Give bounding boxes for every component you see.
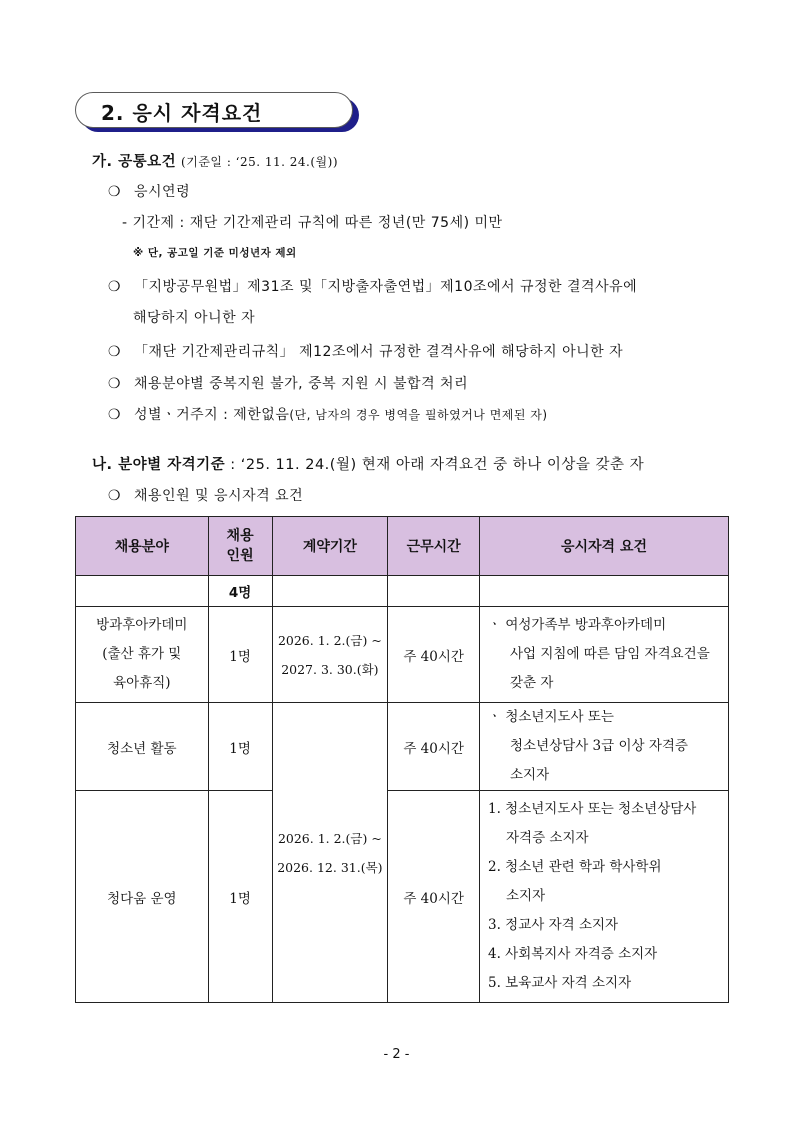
total-count: 4명 xyxy=(208,576,272,607)
field-desc: : ‘25. 11. 24.(월) 현재 아래 자격요건 중 하나 이상을 갖춘 자 xyxy=(230,457,645,473)
page-number: - 2 - xyxy=(383,1047,410,1062)
req-line: 자격증 소지자 xyxy=(506,830,589,846)
section-title: 2. 응시 자격요건 xyxy=(101,101,263,125)
row-requirements xyxy=(480,607,729,703)
row-hours: 주 40시간 xyxy=(388,791,480,1003)
common-heading: 가. 공통요건 xyxy=(92,154,177,170)
common-item-disqual-law xyxy=(108,276,637,296)
row-count: 1명 xyxy=(208,791,272,1003)
common-basis: (기준일 : ‘25. 11. 24.(월)) xyxy=(181,155,339,169)
req-line: 2. 청소년 관련 학과 학사학위 xyxy=(488,859,662,875)
table-header-row xyxy=(76,517,729,576)
item-text: 성별ㆍ거주지 : 제한없음 xyxy=(134,407,290,423)
bullet-icon: ❍ xyxy=(108,407,122,423)
header-requirements: 응시자격 요건 xyxy=(480,517,729,576)
req-line: 소지자 xyxy=(510,767,550,783)
item-text: 응시연령 xyxy=(134,184,191,200)
total-empty xyxy=(272,576,388,607)
header-hours: 근무시간 xyxy=(388,517,480,576)
row-period-line: 2026. 1. 2.(금) ~ xyxy=(277,632,382,648)
row-field-line: 육아휴직) xyxy=(113,675,171,691)
common-item-age xyxy=(108,181,190,201)
common-item-age-detail: - 기간제 : 재단 기간제관리 규칙에 따른 정년(만 75세) 미만 xyxy=(122,215,503,231)
req-line: 5. 보육교사 자격 소지자 xyxy=(488,975,632,991)
row-field xyxy=(76,607,209,703)
row-count: 1명 xyxy=(208,607,272,703)
field-heading: 나. 분야별 자격기준 xyxy=(92,457,226,473)
req-line: 청소년상담사 3급 이상 자격증 xyxy=(510,738,688,754)
table-row xyxy=(76,791,729,1003)
req-line: ㆍ 청소년지도사 또는 xyxy=(488,709,614,725)
field-sub xyxy=(108,485,303,505)
req-line: 사업 지침에 따른 담임 자격요건을 xyxy=(510,646,710,662)
row-period-line: 2027. 3. 30.(화) xyxy=(281,661,379,677)
header-hire-count xyxy=(208,517,272,576)
bullet-icon: ❍ xyxy=(108,344,122,360)
common-item-disqual-rule xyxy=(108,341,623,361)
item-text: 채용분야별 중복지원 불가, 중복 지원 시 불합격 처리 xyxy=(134,376,469,392)
req-line: 소지자 xyxy=(506,888,546,904)
table-row xyxy=(76,703,729,791)
item-text: 「지방공무원법」제31조 및「지방출자출연법」제10조에서 규정한 결격사유에 xyxy=(134,279,638,295)
header-hire-line2: 인원 xyxy=(226,548,254,564)
requirements-table xyxy=(75,516,729,1003)
field-heading-line xyxy=(92,453,644,474)
common-item-duplicate xyxy=(108,373,468,393)
bullet-icon: ❍ xyxy=(108,279,122,295)
req-line: 3. 정교사 자격 소지자 xyxy=(488,917,619,933)
bullet-icon: ❍ xyxy=(108,184,122,200)
req-line: 1. 청소년지도사 또는 청소년상담사 xyxy=(488,801,697,817)
row-field-line: 방과후아카데미 xyxy=(96,617,188,633)
common-item-disqual-law-cont: 해당하지 아니한 자 xyxy=(133,310,256,326)
row-hours: 주 40시간 xyxy=(388,703,480,791)
req-line: 4. 사회복지사 자격증 소지자 xyxy=(488,946,658,962)
req-line: 갖춘 자 xyxy=(510,675,554,691)
common-item-gender-residence xyxy=(108,404,548,424)
common-heading-line xyxy=(92,150,338,171)
req-line: ㆍ 여성가족부 방과후아카데미 xyxy=(488,617,667,633)
header-field: 채용분야 xyxy=(76,517,209,576)
row-period-line: 2026. 12. 31.(목) xyxy=(277,859,383,875)
header-hire-line1: 채용 xyxy=(226,528,254,544)
item-note: (단, 남자의 경우 병역을 필하였거나 면제된 자) xyxy=(289,408,548,422)
row-hours: 주 40시간 xyxy=(388,607,480,703)
table-row xyxy=(76,607,729,703)
table-total-row xyxy=(76,576,729,607)
header-period: 계약기간 xyxy=(272,517,388,576)
row-count: 1명 xyxy=(208,703,272,791)
bullet-icon: ❍ xyxy=(108,488,122,504)
total-empty xyxy=(76,576,209,607)
total-empty xyxy=(388,576,480,607)
field-sub-text: 채용인원 및 응시자격 요건 xyxy=(134,488,304,504)
row-requirements xyxy=(480,703,729,791)
row-period-line: 2026. 1. 2.(금) ~ xyxy=(277,830,382,846)
common-item-age-note: ※ 단, 공고일 기준 미성년자 제외 xyxy=(133,247,297,259)
row-requirements xyxy=(480,791,729,1003)
total-empty xyxy=(480,576,729,607)
row-period xyxy=(272,703,388,1003)
bullet-icon: ❍ xyxy=(108,376,122,392)
row-field-line: (출산 휴가 및 xyxy=(102,646,182,662)
row-field: 청다움 운영 xyxy=(76,791,209,1003)
item-text: 「재단 기간제관리규칙」 제12조에서 규정한 결격사유에 해당하지 아니한 자 xyxy=(134,344,624,360)
row-field: 청소년 활동 xyxy=(76,703,209,791)
row-period xyxy=(272,607,388,703)
